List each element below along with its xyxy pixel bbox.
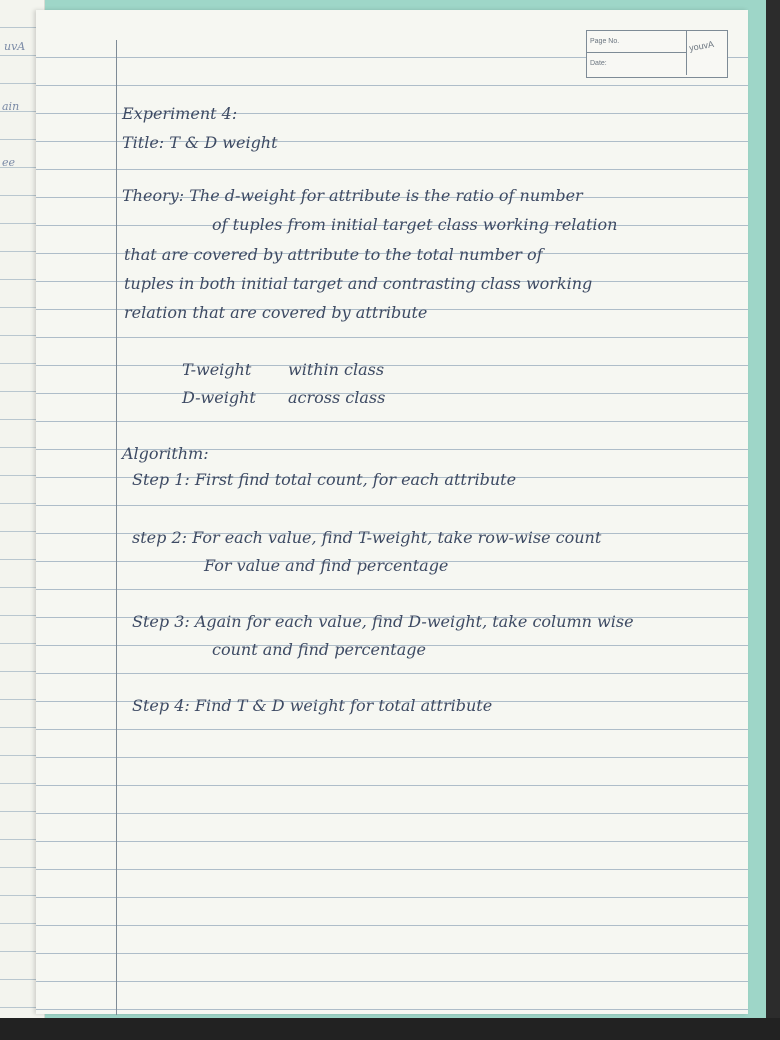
margin-line <box>116 40 117 1015</box>
theory-line: tuples in both initial target and contrasting class working <box>124 274 593 293</box>
background-edge <box>766 0 780 1040</box>
title-line: Title: T & D weight <box>122 133 278 152</box>
background-edge <box>0 1018 780 1040</box>
notebook-page <box>36 10 748 1014</box>
theory-line: relation that are covered by attribute <box>124 303 428 322</box>
algorithm-step-continued: count and find percentage <box>212 640 426 659</box>
brand-logo: youvA <box>688 38 715 54</box>
theory-line: Theory: The d-weight for attribute is the ratio of number <box>122 186 583 205</box>
algorithm-step-continued: For value and find percentage <box>204 556 449 575</box>
left-page-fragment: uvA <box>4 40 26 53</box>
algorithm-heading: Algorithm: <box>122 444 209 463</box>
page-no-label: Page No. <box>587 31 687 53</box>
page-header-box <box>586 30 728 78</box>
algorithm-step: Step 3: Again for each value, find D-weight, take column wise <box>132 612 634 631</box>
left-page-fragment: ee <box>2 156 16 169</box>
algorithm-step: Step 1: First find total count, for each attribute <box>132 470 517 489</box>
definition-meaning: within class <box>288 360 385 379</box>
definition-meaning: across class <box>288 388 386 407</box>
left-page-fragment: ain <box>2 100 20 113</box>
theory-line: of tuples from initial target class working relation <box>212 215 618 234</box>
date-label: Date: <box>587 53 687 75</box>
algorithm-step: Step 4: Find T & D weight for total attribute <box>132 696 493 715</box>
definition-term: D-weight <box>182 388 256 407</box>
experiment-heading: Experiment 4: <box>122 104 238 123</box>
algorithm-step: step 2: For each value, find T-weight, take row-wise count <box>132 528 602 547</box>
theory-line: that are covered by attribute to the total number of <box>124 245 543 264</box>
definition-term: T-weight <box>182 360 252 379</box>
